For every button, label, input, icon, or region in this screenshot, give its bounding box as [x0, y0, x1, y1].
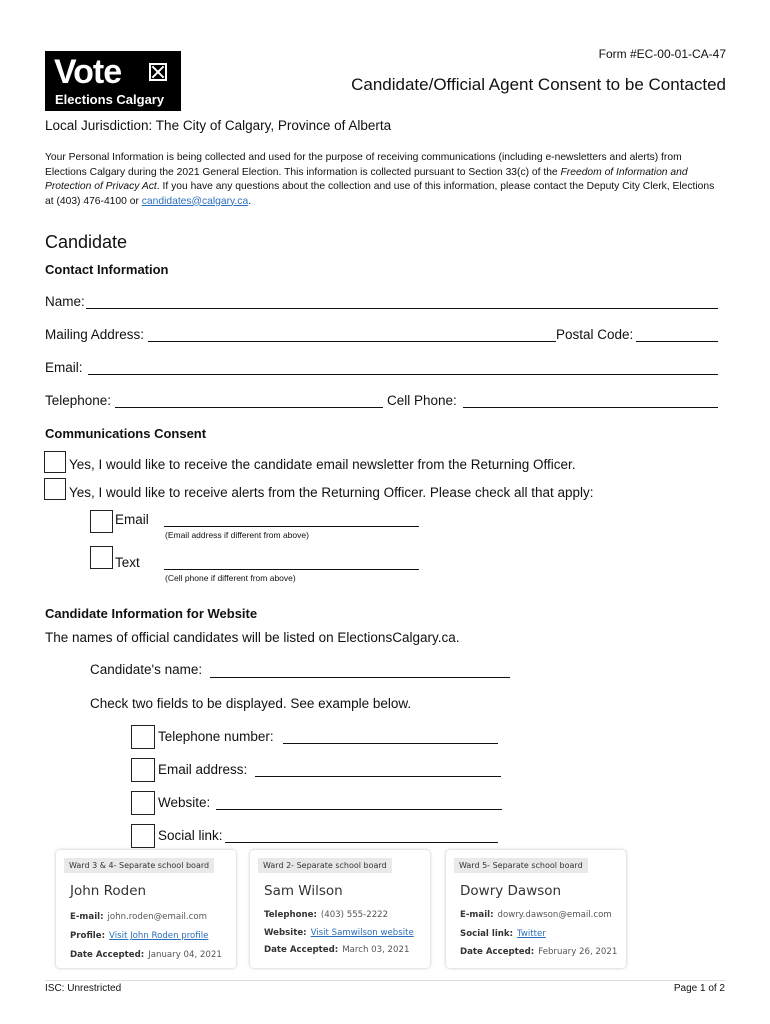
alert-phone-field[interactable] [164, 569, 419, 570]
ward-badge: Ward 3 & 4- Separate school board [64, 858, 214, 873]
telephone-display-field[interactable] [283, 743, 498, 744]
newsletter-label: Yes, I would like to receive the candidate email newsletter from the Returning Officer. [69, 457, 576, 472]
candidate-name-field[interactable] [210, 677, 510, 678]
email-label: Email: [45, 360, 83, 375]
section-heading-candidate: Candidate [45, 232, 128, 252]
twitter-link[interactable]: Twitter [517, 929, 546, 939]
email-alert-checkbox[interactable] [90, 510, 113, 533]
example-card-john-roden: Ward 3 & 4- Separate school board John Roden E-mail: john.roden@email.com Profile: Visit John Roden profile Date Accepted: January 04, 2021 [56, 850, 236, 968]
privacy-notice: Your Personal Information is being collected and used for the purpose of receiving communications (including e-newsletters and alerts) from Elections Calgary during the 2021 General Election. This information is collected pursuant to Section 33(c) of the Freedom of Information and Protection of Privacy Act. If you have any questions about the collection and use of this information, please contact the Deputy City Clerk, Elections at (403) 476-4100 or candidates@calgary.ca. [45, 152, 715, 207]
name-label: Name: [45, 294, 85, 309]
logo-subtitle: Elections Calgary [55, 92, 165, 107]
footer-divider [45, 980, 725, 981]
email-display-label: Email address: [158, 762, 248, 777]
cell-phone-label: Cell Phone: [387, 393, 457, 408]
telephone-label: Telephone: [45, 393, 112, 408]
website-display-field[interactable] [216, 809, 502, 810]
mailing-address-label: Mailing Address: [45, 327, 145, 342]
postal-code-label: Postal Code: [556, 327, 634, 342]
newsletter-checkbox[interactable] [44, 451, 66, 473]
example-name: Sam Wilson [264, 883, 343, 899]
alerts-checkbox[interactable] [44, 478, 66, 500]
alert-email-hint: (Email address if different from above) [165, 530, 309, 540]
cell-phone-field[interactable] [463, 407, 718, 408]
website-link[interactable]: Visit Samwilson website [310, 928, 414, 938]
telephone-display-label: Telephone number: [158, 729, 274, 744]
social-display-checkbox[interactable] [131, 824, 155, 848]
telephone-display-checkbox[interactable] [131, 725, 155, 749]
name-field[interactable] [86, 308, 718, 309]
website-display-label: Website: [158, 795, 211, 810]
classification-label: ISC: Unrestricted [45, 983, 122, 994]
email-display-field[interactable] [255, 776, 501, 777]
example-name: Dowry Dawson [460, 883, 562, 899]
ward-badge: Ward 2- Separate school board [258, 858, 392, 873]
jurisdiction: Local Jurisdiction: The City of Calgary, Province of Alberta [45, 118, 392, 133]
telephone-field[interactable] [115, 407, 383, 408]
website-info-heading: Candidate Information for Website [45, 606, 258, 621]
mailing-address-field[interactable] [148, 341, 556, 342]
website-intro: The names of official candidates will be listed on ElectionsCalgary.ca. [45, 630, 460, 645]
profile-link[interactable]: Visit John Roden profile [109, 931, 209, 941]
example-name: John Roden [70, 883, 147, 899]
alert-email-field[interactable] [164, 526, 419, 527]
postal-code-field[interactable] [636, 341, 718, 342]
email-display-checkbox[interactable] [131, 758, 155, 782]
consent-heading: Communications Consent [45, 426, 207, 441]
page-number: Page 1 of 2 [673, 983, 725, 994]
social-display-label: Social link: [158, 828, 223, 843]
logo-word: Vote [54, 53, 122, 91]
website-display-checkbox[interactable] [131, 791, 155, 815]
page-title: Candidate/Official Agent Consent to be Contacted [351, 75, 726, 94]
form-number: Form #EC-00-01-CA-47 [598, 47, 726, 61]
contact-info-heading: Contact Information [45, 262, 169, 277]
example-card-dowry-dawson: Ward 5- Separate school board Dowry Dawson E-mail: dowry.dawson@email.com Social link: Twitter Date Accepted: February 26, 2021 [446, 850, 626, 968]
text-alert-checkbox[interactable] [90, 546, 113, 569]
text-alert-label: Text [115, 555, 140, 570]
alerts-label: Yes, I would like to receive alerts from the Returning Officer. Please check all that apply: [69, 485, 594, 500]
ward-badge: Ward 5- Separate school board [454, 858, 588, 873]
email-alert-label: Email [115, 512, 149, 527]
check-two-instruction: Check two fields to be displayed. See example below. [90, 696, 412, 711]
social-display-field[interactable] [225, 842, 498, 843]
example-card-sam-wilson: Ward 2- Separate school board Sam Wilson Telephone: (403) 555-2222 Website: Visit Samwilson website Date Accepted: March 03, 2021 [250, 850, 430, 968]
alert-phone-hint: (Cell phone if different from above) [165, 573, 296, 583]
candidate-name-label: Candidate's name: [90, 662, 203, 677]
ballot-box-icon [149, 63, 167, 81]
contact-email-link[interactable]: candidates@calgary.ca [141, 195, 249, 207]
email-field[interactable] [88, 374, 718, 375]
elections-calgary-logo [45, 51, 181, 111]
